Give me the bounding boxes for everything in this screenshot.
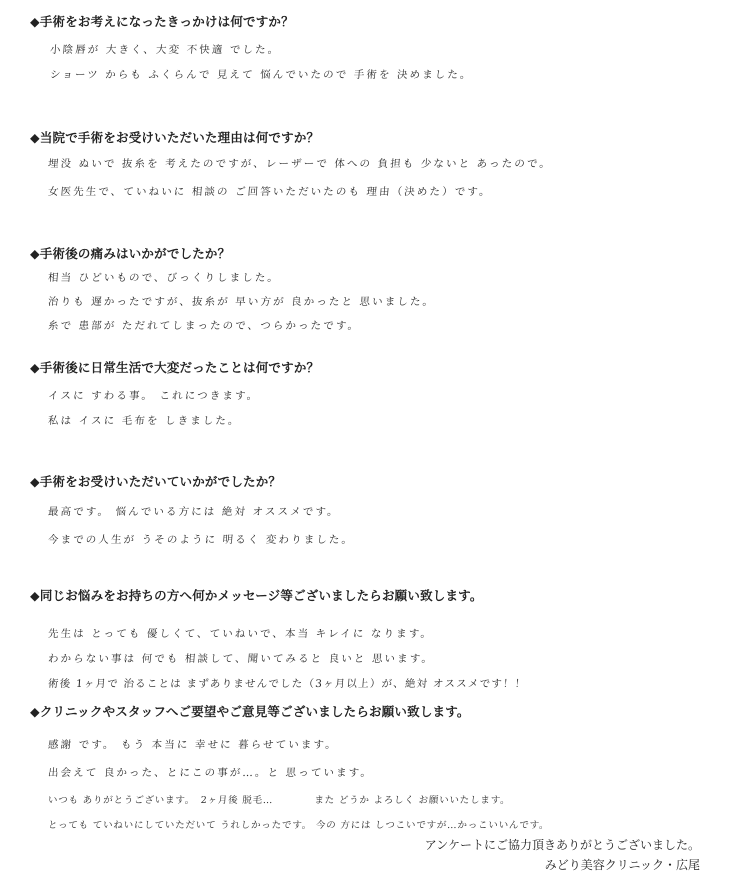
answer-6-line-3: 術後 1ヶ月で 治ることは まずありませんでした（3ヶ月以上）が、絶対 オススメです！！ — [47, 678, 527, 690]
answer-7-line-2: 出会えて 良かった、とにこの事が…。と 思っています。 — [47, 767, 374, 779]
answer-3-line-3: 糸で 患部が ただれてしまったので、つらかったです。 — [47, 320, 361, 332]
answer-5-line-1: 最高です。 悩んでいる方には 絶対 オススメです。 — [47, 506, 341, 518]
answer-5-line-2: 今までの人生が うそのように 明るく 変わりました。 — [47, 534, 355, 546]
answer-2-line-1: 埋没 ぬいで 抜糸を 考えたのですが、レーザーで 体への 負担も 少ないと あったので。 — [47, 158, 553, 170]
answer-3-line-1: 相当 ひどいもので、びっくりしました。 — [47, 272, 281, 284]
answer-1-line-1: 小陰唇が 大きく、大変 不快適 でした。 — [49, 44, 281, 56]
question-1: ◆手術をお考えになったきっかけは何ですか？ — [30, 14, 294, 29]
question-7: ◆クリニックやスタッフへご要望やご意見等ございましたらお願い致します。 — [30, 704, 470, 719]
question-2: ◆当院で手術をお受けいただいた理由は何ですか？ — [30, 130, 320, 145]
answer-6-line-2: わからない事は 何でも 相談して、聞いてみると 良いと 思います。 — [47, 653, 435, 665]
thanks-note: アンケートにご協力頂きありがとうございました。 — [424, 838, 700, 852]
clinic-signature: みどり美容クリニック・広尾 — [544, 858, 700, 872]
question-5: ◆手術をお受けいただいていかがでしたか？ — [30, 474, 282, 489]
answer-4-line-2: 私は イスに 毛布を しきました。 — [47, 415, 241, 427]
answer-6-line-1: 先生は とっても 優しくて、ていねいで、本当 キレイに なります。 — [47, 628, 434, 640]
answer-7-line-1: 感謝 です。 もう 本当に 幸せに 暮らせています。 — [47, 739, 339, 751]
answer-4-line-1: イスに すわる事。 これにつきます。 — [47, 390, 260, 402]
question-3: ◆手術後の痛みはいかがでしたか？ — [30, 246, 231, 261]
answer-7-line-4: とっても ていねいにしていただいて うれしかったです。 今の 方には しつこいですが…かっこいいんです。 — [47, 820, 550, 831]
answer-7-line-3: いつも ありがとうございます。 2ヶ月後 脱毛… また どうか よろしく お願いいたします。 — [47, 795, 511, 806]
answer-2-line-2: 女医先生で、ていねいに 相談の ご回答いただいたのも 理由（決めた）です。 — [47, 186, 493, 198]
question-4: ◆手術後に日常生活で大変だったことは何ですか？ — [30, 360, 320, 375]
answer-3-line-2: 治りも 遅かったですが、抜糸が 早い方が 良かったと 思いました。 — [47, 296, 436, 308]
answer-1-line-2: ショーツ からも ふくらんで 見えて 悩んでいたので 手術を 決めました。 — [49, 69, 473, 81]
question-6: ◆同じお悩みをお持ちの方へ何かメッセージ等ございましたらお願い致します。 — [30, 588, 483, 603]
